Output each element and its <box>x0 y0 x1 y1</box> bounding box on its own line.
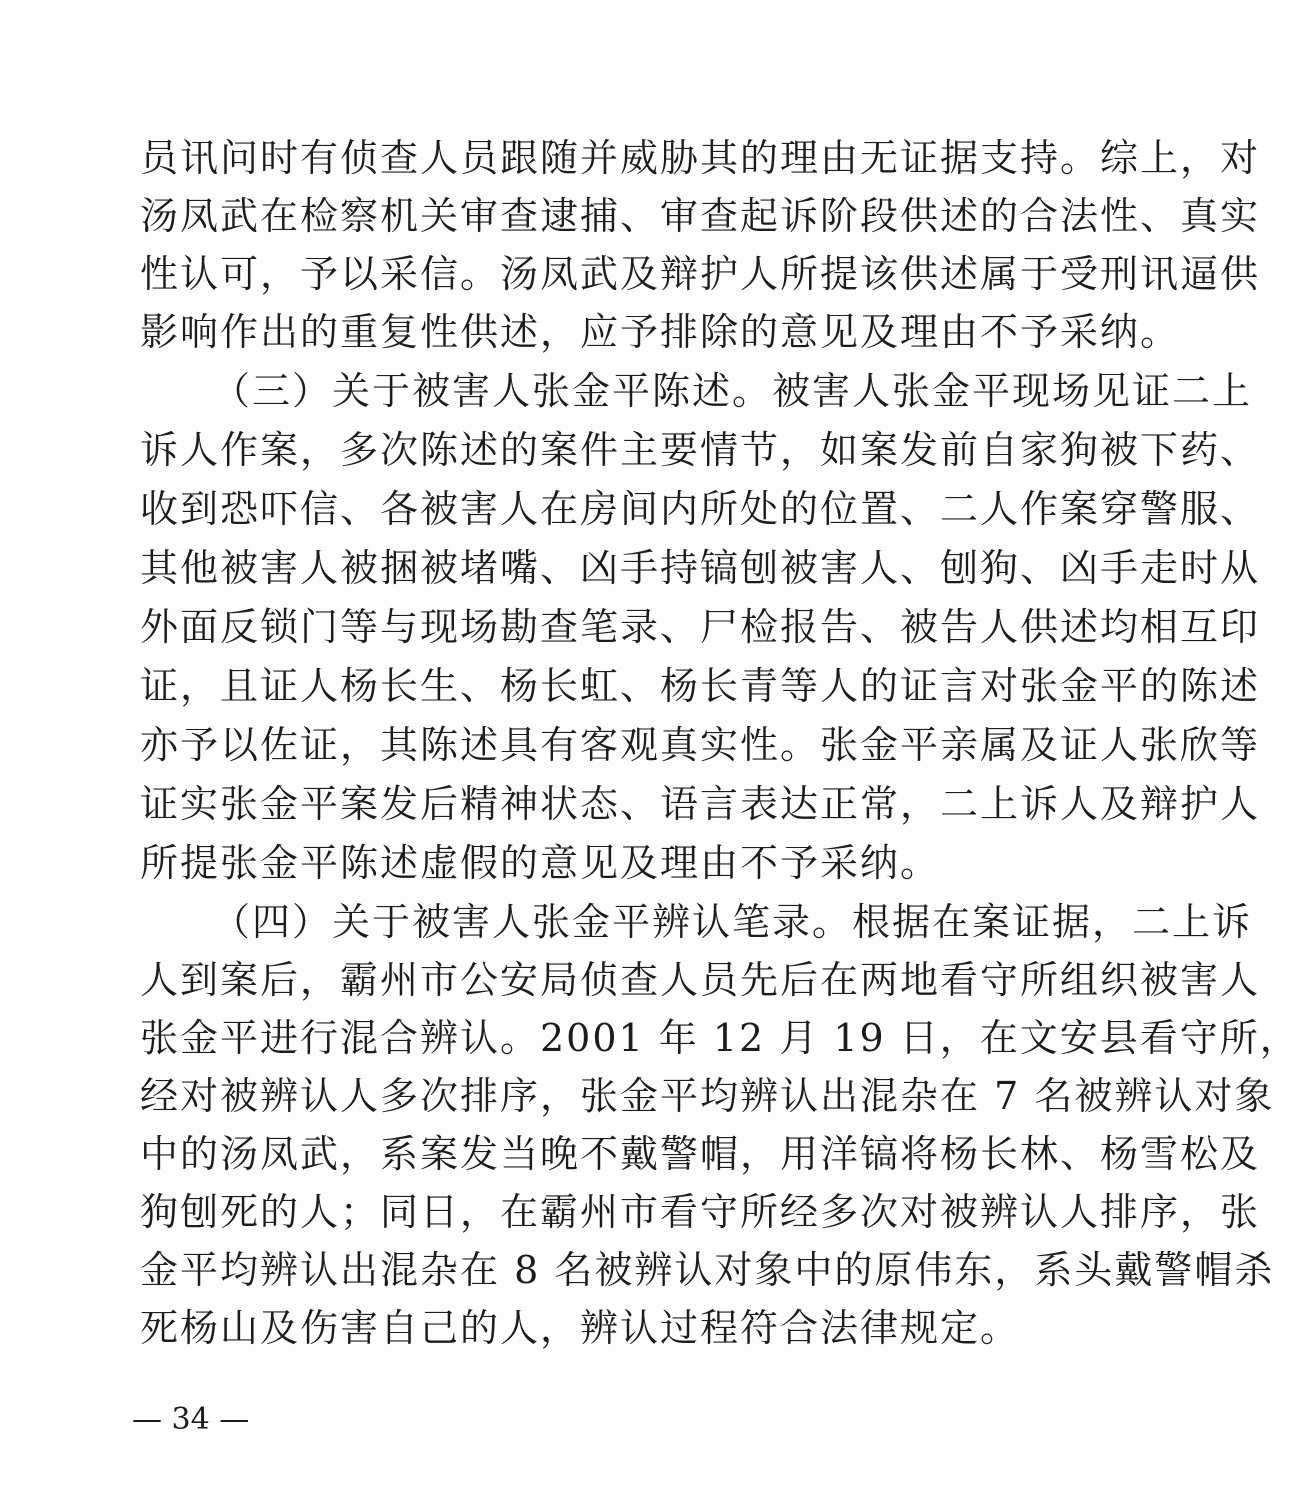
text-line: 人到案后，霸州市公安局侦查人员先后在两地看守所组织被害人 <box>140 958 1261 1002</box>
text-line: 诉人作案，多次陈述的案件主要情节，如案发前自家狗被下药、 <box>140 428 1261 472</box>
text-line: 所提张金平陈述虚假的意见及理由不予采纳。 <box>140 841 941 885</box>
text-line: 经对被辨认人多次排序，张金平均辨认出混杂在 7 名被辨认对象 <box>140 1074 1275 1118</box>
text-line: （三）关于被害人张金平陈述。被害人张金平现场见证二上 <box>212 369 1253 413</box>
text-line: 性认可，予以采信。汤凤武及辩护人所提该供述属于受刑讯逼供 <box>140 252 1261 296</box>
text-line: 证，且证人杨长生、杨长虹、杨长青等人的证言对张金平的陈述 <box>140 664 1261 708</box>
text-line: 死杨山及伤害自己的人，辨认过程符合法律规定。 <box>140 1306 1021 1350</box>
text-line: 汤凤武在检察机关审查逮捕、审查起诉阶段供述的合法性、真实 <box>140 194 1261 238</box>
text-line: 收到恐吓信、各被害人在房间内所处的位置、二人作案穿警服、 <box>140 487 1261 531</box>
text-line: （四）关于被害人张金平辨认笔录。根据在案证据，二上诉 <box>212 900 1253 944</box>
text-line: 中的汤凤武，系案发当晚不戴警帽，用洋镐将杨长林、杨雪松及 <box>140 1132 1261 1176</box>
text-line: 金平均辨认出混杂在 8 名被辨认对象中的原伟东，系头戴警帽杀 <box>140 1248 1275 1292</box>
text-line: 证实张金平案发后精神状态、语言表达正常，二上诉人及辩护人 <box>140 782 1261 826</box>
text-line: 外面反锁门等与现场勘查笔录、尸检报告、被告人供述均相互印 <box>140 605 1261 649</box>
page-number: — 34 — <box>132 1402 250 1437</box>
text-line: 影响作出的重复性供述，应予排除的意见及理由不予采纳。 <box>140 310 1181 354</box>
text-line: 张金平进行混合辨认。2001 年 12 月 19 日，在文安县看守所， <box>140 1016 1300 1060</box>
text-line: 其他被害人被捆被堵嘴、凶手持镐刨被害人、刨狗、凶手走时从 <box>140 546 1261 590</box>
text-line: 狗刨死的人；同日，在霸州市看守所经多次对被辨认人排序，张 <box>140 1190 1261 1234</box>
text-line: 员讯问时有侦查人员跟随并威胁其的理由无证据支持。综上，对 <box>140 136 1261 180</box>
text-line: 亦予以佐证，其陈述具有客观真实性。张金平亲属及证人张欣等 <box>140 723 1261 767</box>
